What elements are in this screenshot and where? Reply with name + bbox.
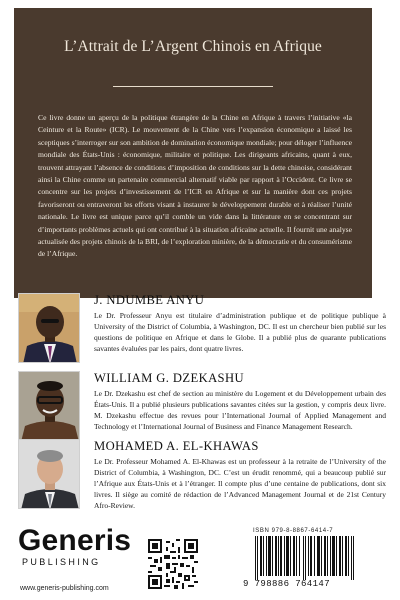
author-bio: Le Dr. Dzekashu est chef de section au ministère du Logement et du Développement urbain des États-Unis. Il a publié plusieurs publications savantes citées sur la gestion, y compris deux livre. M. Dzekashu effectue des revues pour l’International Journal of Applied Management and Technology et l’International Journal of Business and Finance Management Research. [94, 389, 386, 432]
author-name: MOHAMED A. EL-KHAWAS [94, 439, 259, 453]
author-photo-dzekashu [18, 371, 80, 441]
qr-code-icon [148, 539, 198, 589]
publisher-website: www.generis-publishing.com [20, 585, 109, 592]
publisher-logo [18, 524, 132, 567]
isbn-digits: 9 798886 764147 [243, 579, 331, 589]
title-divider [113, 86, 273, 87]
author-photo-anyu [18, 293, 80, 363]
book-title: L’Attrait de L’Argent Chinois en Afrique [64, 38, 322, 55]
author-name: WILLIAM G. DZEKASHU [94, 371, 244, 385]
book-summary: Ce livre donne un aperçu de la politique étrangère de la Chine en Afrique à travers l’initiative «la Ceinture et la Route» (ICR). Le mouvement de la Chine vers l’expansion économique a laissé les sceptiques s’interroger sur son ambition de domination économique mondiale; pour déloger l’influence mondiale des États-Unis : économique, militaire et politique. Les dirigeants africains, quant à eux, trouvent attrayant l’absence de conditions d’imposition de conditions sur la dette chinoise, considérant ainsi la Chine comme un partenaire commercial alternatif viable par rapport à l’Occident. Ce livre se concentre sur les projets d’investissement de l’ICR en Afrique et sur la manière dont ces projets favoriseront ou entraveront les efforts visant à instaurer le développement durable et à réaliser l’unité nationale. Le livre est unique parce qu’il comble un vide dans la littérature en se concentrant sur d’importants problèmes actuels qui ont contribué à la situation africaine actuelle. Il fournit une analyse actualisée des projets chinois de la BRI, de l’exploration minière, de la démocratie et du consumérisme de l’Afrique. [38, 113, 352, 259]
author-bio: Le Dr. Professeur Mohamed A. El-Khawas est un professeur à la retraite de l’University of the District of Columbia, à Washington, DC. C’est un érudit renommé, qui a beaucoup publié sur l’Afrique aux États-Unis et à l’étranger. Il compte plus d’une centaine de publications, dont six livres. Il siège au comité de rédaction de l’Advanced Management Journal et de 21st Century Afro-Review. [94, 457, 386, 511]
isbn-label: ISBN 979-8-8867-6414-7 [253, 528, 334, 534]
back-cover-panel [14, 8, 372, 298]
author-bio: Le Dr. Professeur Anyu est titulaire d’administration publique et de politique publique à University of the District of Columbia, à Washington, DC. Il est un chercheur bien publié sur les questions de politique en Afrique et dans le Globe. Il a publié plus de quarante publications savantes évaluées par les pairs, dont quatre livres. [94, 311, 386, 354]
publisher-name: Generis [18, 524, 132, 557]
author-name: J. NDUMBE ANYU [94, 293, 205, 307]
publisher-subtitle: PUBLISHING [22, 557, 101, 567]
isbn-barcode-block [243, 528, 369, 592]
author-photo-el-khawas [18, 439, 80, 509]
isbn-barcode-icon [253, 536, 365, 582]
